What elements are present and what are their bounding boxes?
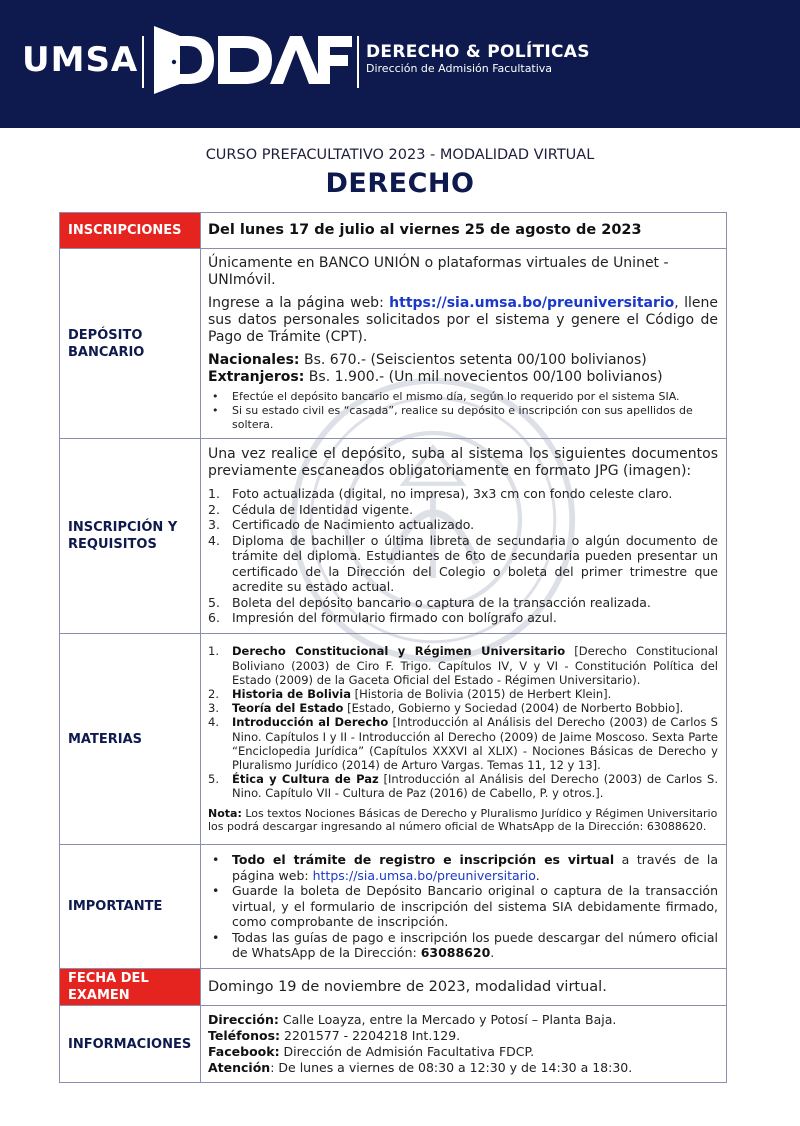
career-title: DERECHO: [325, 168, 475, 199]
inscripcion-intro: Una vez realice el depósito, suba al sistema los siguientes documentos previamente escaneados obligatoriamente en formato JPG (imagen):: [208, 446, 718, 480]
list-item: 5. Ética y Cultura de Paz [Introducción al Análisis del Derecho (2003) de Carlos S. Nino. Capítulo VII - Cultura de Paz (2016) de Cabello, P. y otros.].: [208, 772, 718, 801]
row-deposito: [60, 249, 727, 439]
list-item: • Efectúe el depósito bancario el mismo día, según lo requerido por el sistema SIA.: [208, 390, 718, 404]
inscripcion-content: [201, 439, 727, 634]
label-importante: IMPORTANTE: [60, 845, 201, 969]
row-informaciones: [60, 1006, 727, 1083]
door-logo-icon: [148, 24, 353, 96]
sia-link[interactable]: https://sia.umsa.bo/preuniversitario: [389, 295, 675, 311]
examen-date: Domingo 19 de noviembre de 2023, modalidad virtual.: [201, 969, 727, 1006]
deposito-notes: [208, 390, 718, 432]
row-inscripciones: [60, 213, 727, 249]
list-item: 3. Certificado de Nacimiento actualizado.: [208, 517, 475, 533]
inscripciones-dates: Del lunes 17 de julio al viernes 25 de agosto de 2023: [201, 213, 727, 249]
deposito-content: [201, 249, 727, 439]
materias-nota: Nota: Los textos Nociones Básicas de Derecho y Pluralismo Jurídico y Régimen Universitario los podrá descargar ingresando al número oficial de WhatsApp de la Dirección: 63088620.: [208, 806, 718, 834]
label-inscripcion: INSCRIPCIÓN Y REQUISITOS: [60, 439, 201, 634]
sia-link[interactable]: https://sia.umsa.bo/preuniversitario: [312, 867, 536, 883]
row-importante: [60, 845, 727, 969]
requisitos-list: [208, 486, 718, 626]
row-inscripcion: [60, 439, 727, 634]
list-item: 4. Introducción al Derecho [Introducción al Análisis del Derecho (2003) de Carlos S Nino. Capítulos I y II - Introducción al Derecho (2009) de Jaime Moscoso. Sexta Parte “Enciclopedia Jurídica” (Capítulos XXXVI al XLIX) - Nociones Básicas de Derecho y Pluralismo Jurídico (2014) de Arturo Vargas. Temas 11, 12 y 13].: [208, 715, 718, 772]
label-informaciones: INFORMACIONES: [60, 1006, 201, 1083]
importante-content: [201, 845, 727, 969]
list-item: 5. Boleta del depósito bancario o captura de la transacción realizada.: [208, 594, 651, 610]
list-item: 6. Impresión del formulario firmado con bolígrafo azul.: [208, 610, 557, 626]
materias-content: [201, 634, 727, 845]
materias-list: [208, 644, 718, 800]
list-item: 3. Teoría del Estado [Estado, Gobierno y Sociedad (2004) de Norberto Bobbio].: [208, 701, 684, 716]
label-inscripciones: INSCRIPCIONES: [60, 213, 201, 249]
course-line: CURSO PREFACULTATIVO 2023 - MODALIDAD VIRTUAL: [205, 147, 595, 163]
deposito-ingrese: Ingrese a la página web: https://sia.umsa.bo/preuniversitario, llene sus datos personales solicitados por el sistema y genere el Código de Pago de Trámite (CPT).: [208, 295, 718, 345]
informaciones-content: [201, 1006, 727, 1083]
faculty-subtitle: Dirección de Admisión Facultativa: [366, 62, 553, 75]
list-item: 2. Historia de Bolivia [Historia de Bolivia (2015) de Herbert Klein].: [208, 686, 612, 701]
umsa-logo-text: UMSA: [22, 40, 139, 80]
info-line: Teléfonos: 2201577 - 2204218 Int.129.: [208, 1028, 461, 1043]
info-table: [59, 212, 727, 1083]
list-item: • Todas las guías de pago e inscripción los puede descargar del número oficial de WhatsApp de la Dirección: 63088620.: [208, 930, 718, 961]
logo-divider: [357, 36, 359, 88]
deposito-line1: Únicamente en BANCO UNIÓN o plataformas virtuales de Uninet - UNImóvil.: [208, 255, 669, 288]
info-line: Dirección: Calle Loayza, entre la Mercado y Potosí – Planta Baja.: [208, 1012, 617, 1027]
info-line: Atención: De lunes a viernes de 08:30 a 12:30 y de 14:30 a 18:30.: [208, 1060, 633, 1075]
list-item: 1. Foto actualizada (digital, no impresa), 3x3 cm con fondo celeste claro.: [208, 486, 673, 502]
faculty-title: DERECHO & POLÍTICAS: [366, 42, 590, 62]
logo-divider: [142, 36, 144, 88]
row-examen: [60, 969, 727, 1006]
list-item: • Si su estado civil es “casada”, realice su depósito e inscripción con sus apellidos de soltera.: [208, 404, 718, 432]
header-banner: [0, 0, 800, 128]
extranjeros-line: Extranjeros: Bs. 1.900.- (Un mil novecientos 00/100 bolivianos): [208, 369, 663, 385]
list-item: 1. Derecho Constitucional y Régimen Universitario [Derecho Constitucional Boliviano (2003) de Ciro F. Trigo. Capítulos IV, V y VI - Constitución Política del Estado (2009) de la Gaceta Oficial del Estado - Régimen Universitario).: [208, 644, 718, 687]
info-line: Facebook: Dirección de Admisión Facultativa FDCP.: [208, 1044, 535, 1059]
label-materias: MATERIAS: [60, 634, 201, 845]
list-item: • Guarde la boleta de Depósito Bancario original o captura de la transacción virtual, y el formulario de inscripción del sistema SIA debidamente firmado, como comprobante de inscripción.: [208, 883, 718, 930]
importante-list: [208, 852, 718, 961]
label-deposito: DEPÓSITO BANCARIO: [60, 249, 201, 439]
list-item: • Todo el trámite de registro e inscripción es virtual a través de la página web: https://sia.umsa.bo/preuniversitario.: [208, 852, 718, 883]
row-materias: [60, 634, 727, 845]
label-examen: FECHA DEL EXAMEN: [60, 969, 201, 1006]
list-item: 4. Diploma de bachiller o última libreta de secundaria o algún documento de trámite del diploma. Estudiantes de 6to de secundaria pueden presentar un certificado de la Dirección del Colegio o boleta del primer trimestre que acredite su estado actual.: [208, 532, 718, 595]
nacionales-line: Nacionales: Bs. 670.- (Seiscientos setenta 00/100 bolivianos): [208, 352, 647, 368]
list-item: 2. Cédula de Identidad vigente.: [208, 501, 414, 517]
